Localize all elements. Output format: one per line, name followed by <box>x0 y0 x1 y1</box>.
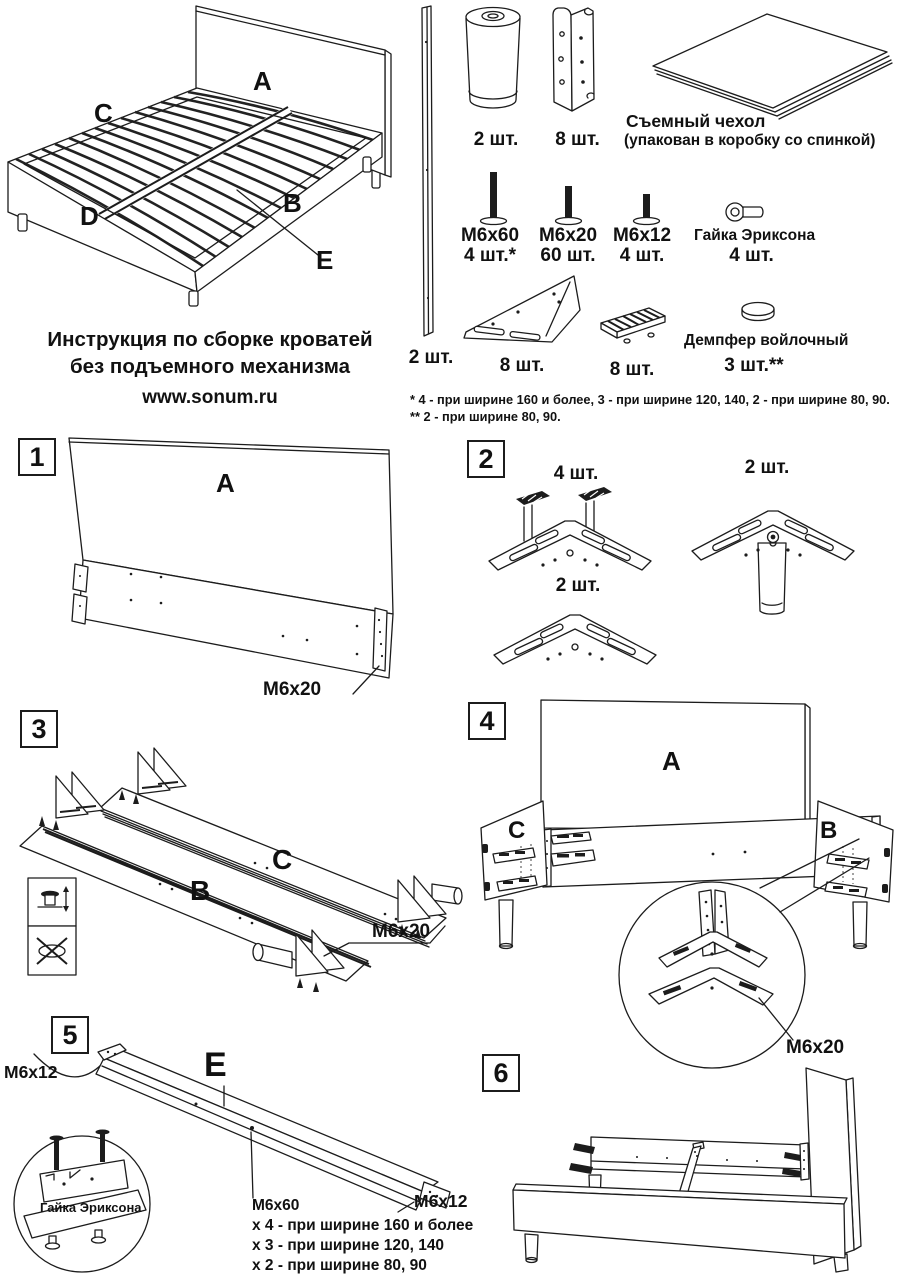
step2-qty-dampers: 4 шт. <box>553 463 599 484</box>
erikson-nut-qty: 4 шт. <box>729 245 774 266</box>
leg-qty: 2 шт. <box>473 129 519 150</box>
step-5-badge: 5 <box>51 1016 89 1054</box>
bolt-m6x20-name: М6х20 <box>538 225 598 246</box>
bed-label-a: A <box>253 66 272 96</box>
footnote-1: * 4 - при ширине 160 и более, 3 - при ширине 120, 140, 2 - при ширине 80, 90. <box>410 392 890 407</box>
bed-label-c: C <box>94 98 113 128</box>
step6-final-assembly-drawing <box>497 1048 900 1278</box>
bolt-m6x12-name: М6х12 <box>612 225 672 246</box>
step4-label-a: A <box>662 746 681 776</box>
step5-note-line2: x 3 - при ширине 120, 140 <box>252 1237 445 1254</box>
bolt-m6x20-qty: 60 шт. <box>540 245 596 266</box>
bed-overview-drawing <box>0 0 400 318</box>
felt-damper-part-drawing <box>737 300 779 326</box>
corner-plate-qty: 8 шт. <box>499 355 545 376</box>
bolt-m6x60-name: М6х60 <box>460 225 520 246</box>
side-slat-qty: 2 шт. <box>408 347 454 368</box>
step5-label-e: E <box>204 1046 227 1084</box>
step5-note-line1: x 4 - при ширине 160 и более <box>252 1217 474 1234</box>
step5-note-title: M6x60 <box>252 1197 300 1214</box>
page-title-line2: без подъемного механизма <box>69 355 350 378</box>
corner-plate-part-drawing <box>458 270 598 352</box>
bed-label-b: B <box>283 188 302 218</box>
step3-label-c: C <box>272 844 293 875</box>
bolt-m6x20-drawing <box>548 184 592 230</box>
step4-label-c: C <box>508 817 526 844</box>
side-slat-part-drawing <box>408 2 448 344</box>
cover-note: (упакован в коробку со спинкой) <box>624 132 876 149</box>
erikson-nut-name: Гайка Эриксона <box>694 227 816 244</box>
step-1-badge: 1 <box>18 438 56 476</box>
bolt-m6x60-drawing <box>473 170 517 230</box>
step5-nut-label: Гайка Эриксона <box>40 1200 142 1215</box>
step-2-badge: 2 <box>467 440 505 478</box>
step5-screw-left-label: M6x12 <box>4 1062 58 1082</box>
step-4-badge: 4 <box>468 702 506 740</box>
step2-corner-plates-drawing <box>460 445 900 680</box>
damper-block-part-drawing <box>597 303 669 351</box>
angle-bracket-qty: 8 шт. <box>555 129 600 150</box>
step4-screw-label: M6x20 <box>786 1037 845 1058</box>
bed-label-d: D <box>80 201 99 231</box>
angle-bracket-part-drawing <box>548 2 606 116</box>
step4-label-b: B <box>820 817 838 844</box>
bolt-m6x12-qty: 4 шт. <box>619 245 665 266</box>
erikson-nut-drawing <box>724 198 774 226</box>
step-6-badge: 6 <box>482 1054 520 1092</box>
felt-damper-name: Демпфер войлочный <box>684 332 849 349</box>
cover-part-drawing <box>645 6 897 124</box>
cover-name: Съемный чехол <box>626 111 766 131</box>
step-3-badge: 3 <box>20 710 58 748</box>
step5-screw-right-label: M6x12 <box>414 1191 468 1211</box>
website-link: www.sonum.ru <box>142 387 278 408</box>
step3-screw-label: M6x20 <box>372 921 431 942</box>
damper-block-qty: 8 шт. <box>609 359 655 380</box>
leg-part-drawing <box>462 4 526 119</box>
page-title-line1: Инструкция по сборке кроватей <box>47 328 373 351</box>
step1-screw-label: M6x20 <box>263 679 322 700</box>
step3-label-b: B <box>190 875 211 906</box>
footnote-2: ** 2 - при ширине 80, 90. <box>410 409 561 424</box>
step3-rails-drawing <box>0 738 462 1006</box>
felt-damper-qty: 3 шт.** <box>724 355 784 376</box>
step5-note-line3: x 2 - при ширине 80, 90 <box>252 1257 427 1274</box>
step2-qty-leg-plate: 2 шт. <box>744 457 790 478</box>
step2-qty-plain-plate: 2 шт. <box>555 575 601 596</box>
bolt-m6x60-qty: 4 шт.* <box>464 245 516 266</box>
step1-label-a: A <box>216 468 235 498</box>
step4-frame-assembly-drawing <box>463 696 900 1068</box>
bed-label-e: E <box>316 245 334 275</box>
